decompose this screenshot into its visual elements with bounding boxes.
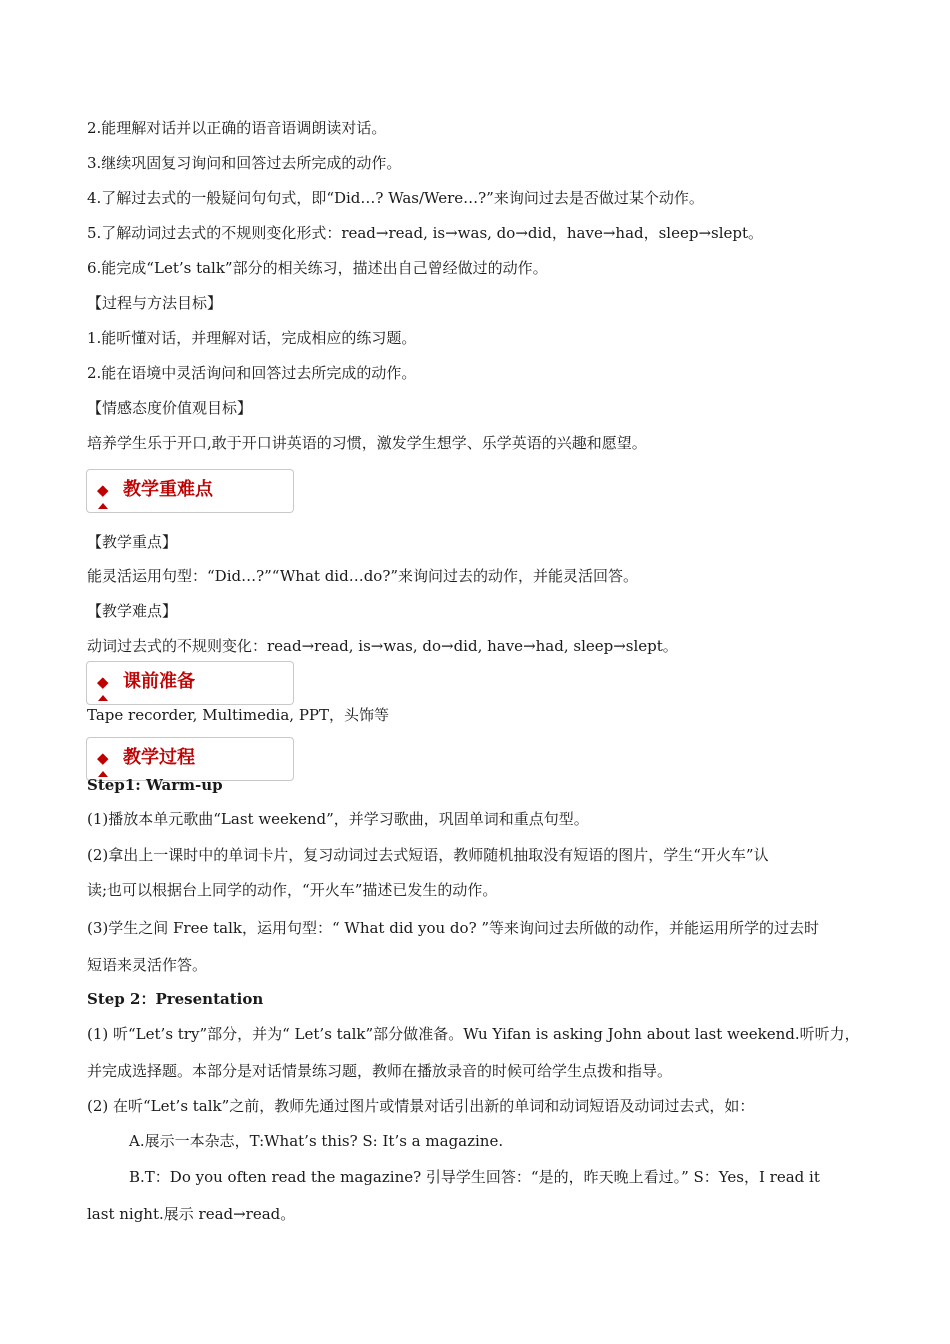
step2-item-2-a: A.展示一本杂志，T:What’s this? S: It’s a magazine. xyxy=(129,1132,504,1150)
objective-item-2: 2.能理解对话并以正确的语音语调朗读对话。 xyxy=(87,119,387,137)
diamond-bullet-icon: ◆ xyxy=(97,481,109,499)
step1-item-3-cont: 短语来灵活作答。 xyxy=(87,956,208,974)
section-title: 课前准备 xyxy=(123,671,195,692)
process-method-heading: 【过程与方法目标】 xyxy=(87,294,223,312)
step2-item-1-cont: 并完成选择题。本部分是对话情景练习题，教师在播放录音的时候可给学生点拨和指导。 xyxy=(87,1062,673,1080)
objective-item-3: 3.继续巩固复习询问和回答过去所完成的动作。 xyxy=(87,154,402,172)
difficulty-text: 动词过去式的不规则变化：read→read, is→was, do→did, have→had, sleep→slept。 xyxy=(87,637,678,655)
preparation-text: Tape recorder, Multimedia, PPT，头饰等 xyxy=(87,706,390,724)
objective-item-6: 6.能完成“Let’s talk”部分的相关练习，描述出自己曾经做过的动作。 xyxy=(87,259,548,277)
step2-item-2: (2) 在听“Let’s talk”之前，教师先通过图片或情景对话引出新的单词和动词短语及动词过去式，如： xyxy=(87,1097,755,1115)
step1-item-1: (1)播放本单元歌曲“Last weekend”，并学习歌曲，巩固单词和重点句型。 xyxy=(87,810,589,828)
focus-heading: 【教学重点】 xyxy=(87,533,178,551)
diamond-bullet-icon: ◆ xyxy=(97,673,109,691)
step2-item-2-b-cont: last night.展示 read→read。 xyxy=(87,1205,296,1223)
step1-title: Step1: Warm-up xyxy=(87,776,223,794)
emotion-item-1: 培养学生乐于开口,敢于开口讲英语的习惯，激发学生想学、乐学英语的兴趣和愿望。 xyxy=(87,434,647,452)
objective-item-4: 4.了解过去式的一般疑问句句式，即“Did…? Was/Were…?”来询问过去是否做过某个动作。 xyxy=(87,189,704,207)
triangle-marker-icon xyxy=(98,503,108,509)
process-item-2: 2.能在语境中灵活询问和回答过去所完成的动作。 xyxy=(87,364,417,382)
focus-text: 能灵活运用句型：“Did…?”“What did…do?”来询问过去的动作，并能灵活回答。 xyxy=(87,567,639,585)
step2-item-2-b: B.T：Do you often read the magazine? 引导学生回答：“是的，昨天晚上看过。” S：Yes，I read it xyxy=(129,1168,820,1186)
diamond-bullet-icon: ◆ xyxy=(97,749,109,767)
section-header-key-points xyxy=(86,469,294,513)
step1-item-3: (3)学生之间 Free talk，运用句型：“ What did you do? ”等来询问过去所做的动作，并能运用所学的过去时 xyxy=(87,919,820,937)
section-title: 教学重难点 xyxy=(123,479,213,500)
emotion-heading: 【情感态度价值观目标】 xyxy=(87,399,253,417)
section-header-preparation xyxy=(86,661,294,705)
step1-item-2: (2)拿出上一课时中的单词卡片，复习动词过去式短语，教师随机抽取没有短语的图片，学生“开火车”认 xyxy=(87,846,769,864)
section-title: 教学过程 xyxy=(123,747,195,768)
step1-item-2-cont: 读;也可以根据台上同学的动作，“开火车”描述已发生的动作。 xyxy=(87,881,498,899)
difficulty-heading: 【教学难点】 xyxy=(87,602,178,620)
objective-item-5: 5.了解动词过去式的不规则变化形式：read→read, is→was, do→did，have→had，sleep→slept。 xyxy=(87,224,764,242)
step2-title: Step 2：Presentation xyxy=(87,990,264,1008)
process-item-1: 1.能听懂对话，并理解对话，完成相应的练习题。 xyxy=(87,329,417,347)
step2-item-1: (1) 听“Let’s try”部分，并为“ Let’s talk”部分做准备。Wu Yifan is asking John about last weekend.听听力， xyxy=(87,1025,860,1043)
triangle-marker-icon xyxy=(98,695,108,701)
